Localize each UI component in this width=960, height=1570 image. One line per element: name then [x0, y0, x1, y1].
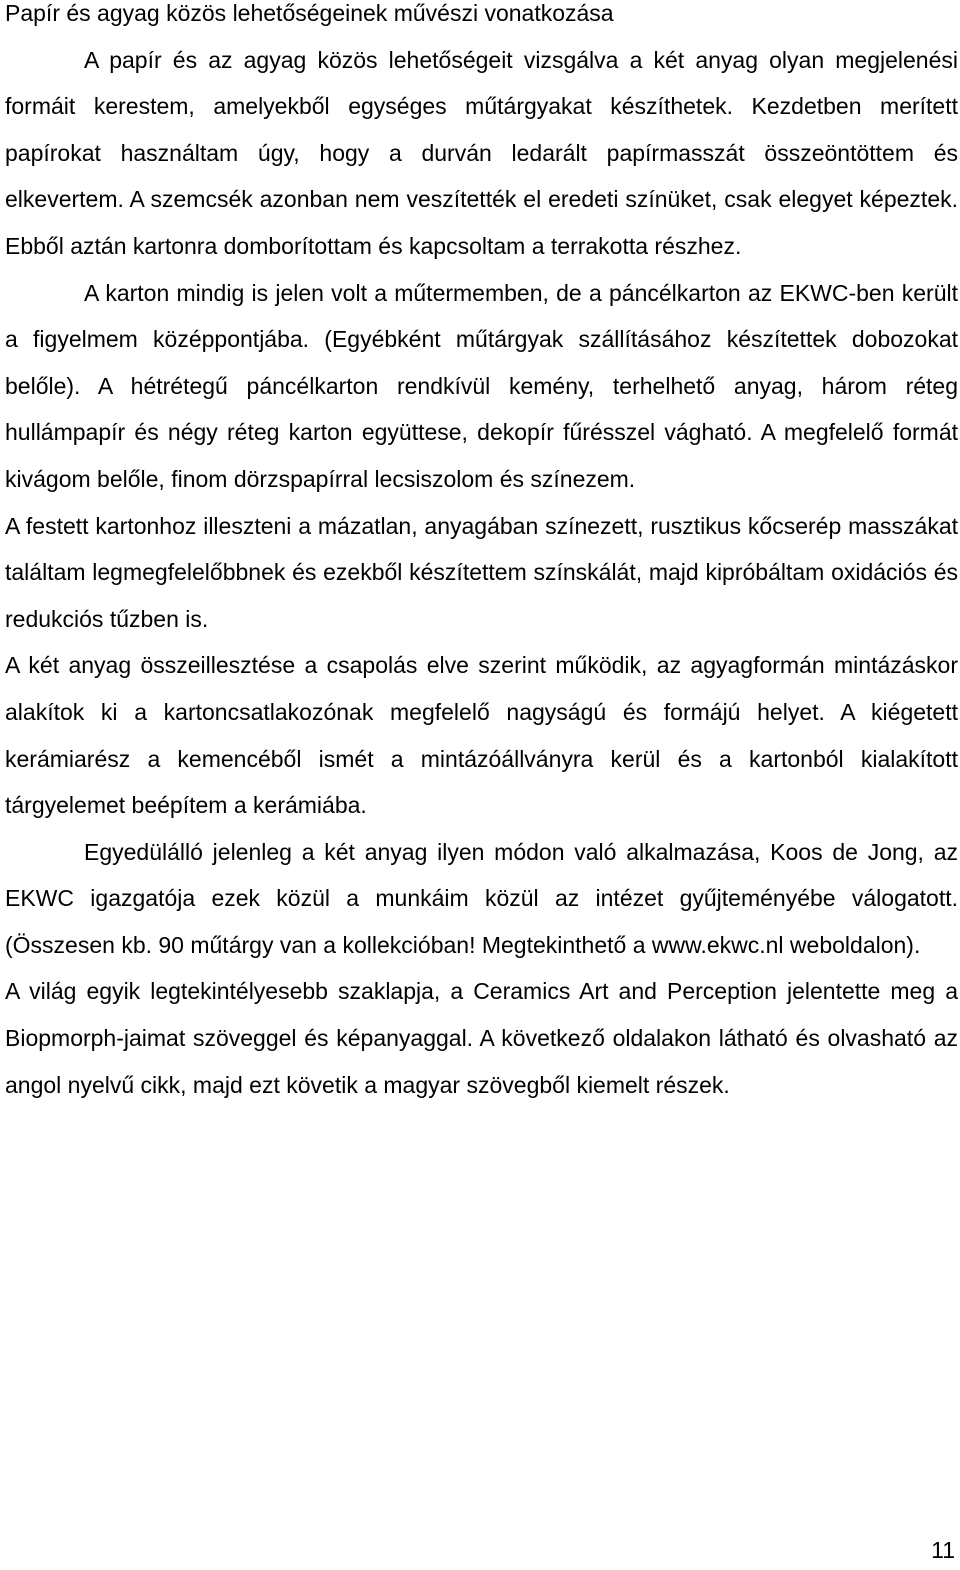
- paragraph-ceramics-art-perception: A világ egyik legtekintélyesebb szaklapja, a Ceramics Art and Perception jelentette meg a Biopmorph-jaimat szöveggel és képanyaggal. A következő oldalakon látható és olvasható az angol nyelvű cikk, majd ezt követik a magyar szövegből kiemelt részek.: [5, 978, 958, 1098]
- paragraph-ekwc-collection: Egyedülálló jelenleg a két anyag ilyen módon való alkalmazása, Koos de Jong, az EKWC igazgatója ezek közül a munkáim közül az intézet gyűjteményébe válogatott. (Összesen kb. 90 műtárgy van a kollekcióban! Megtekinthető a www.ekwc.nl weboldalon).: [5, 838, 958, 958]
- paragraph-joining-method: A két anyag összeillesztése a csapolás elve szerint működik, az agyagformán mintázáskor alakítok ki a kartoncsatlakozónak megfelelő nagyságú és formájú helyet. A kiégetett kerámiarész a kemencéből ismét a mintázóállványra kerül és a kartonból kialakított tárgyelemet beépítem a kerámiába.: [5, 652, 958, 819]
- document-page: [5, 0, 958, 1108]
- paragraph-paper-clay-intro: A papír és az agyag közös lehetőségeit vizsgálva a két anyag olyan megjelenési formáit kerestem, amelyekből egységes műtárgyakat készíthetek. Kezdetben merített papírokat használtam úgy, hogy a durván ledarált papírmasszát összeöntöttem és elkevertem. A szemcsék azonban nem veszítették el eredeti színüket, csak elegyet képeztek. Ebből aztán kartonra domborítottam és kapcsoltam a terrakotta részhez.: [5, 46, 958, 259]
- paragraph-stoneware-masses: A festett kartonhoz illeszteni a mázatlan, anyagában színezett, rusztikus kőcserép masszákat találtam legmegfelelőbbnek és ezekből készítettem színskálát, majd kipróbáltam oxidációs és redukciós tűzben is.: [5, 512, 958, 632]
- paragraph-armored-cardboard: A karton mindig is jelen volt a műtermemben, de a páncélkarton az EKWC-ben került a figyelmem középpontjába. (Egyébként műtárgyak szállításához készítettek dobozokat belőle). A hétrétegű páncélkarton rendkívül kemény, terhelhető anyag, három réteg hullámpapír és négy réteg karton együttese, dekopír fűrésszel vágható. A megfelelő formát kivágom belőle, finom dörzspapírral lecsiszolom és színezem.: [5, 279, 958, 492]
- page-number: 11: [931, 1537, 955, 1563]
- section-title: Papír és agyag közös lehetőségeinek művészi vonatkozása: [5, 0, 614, 26]
